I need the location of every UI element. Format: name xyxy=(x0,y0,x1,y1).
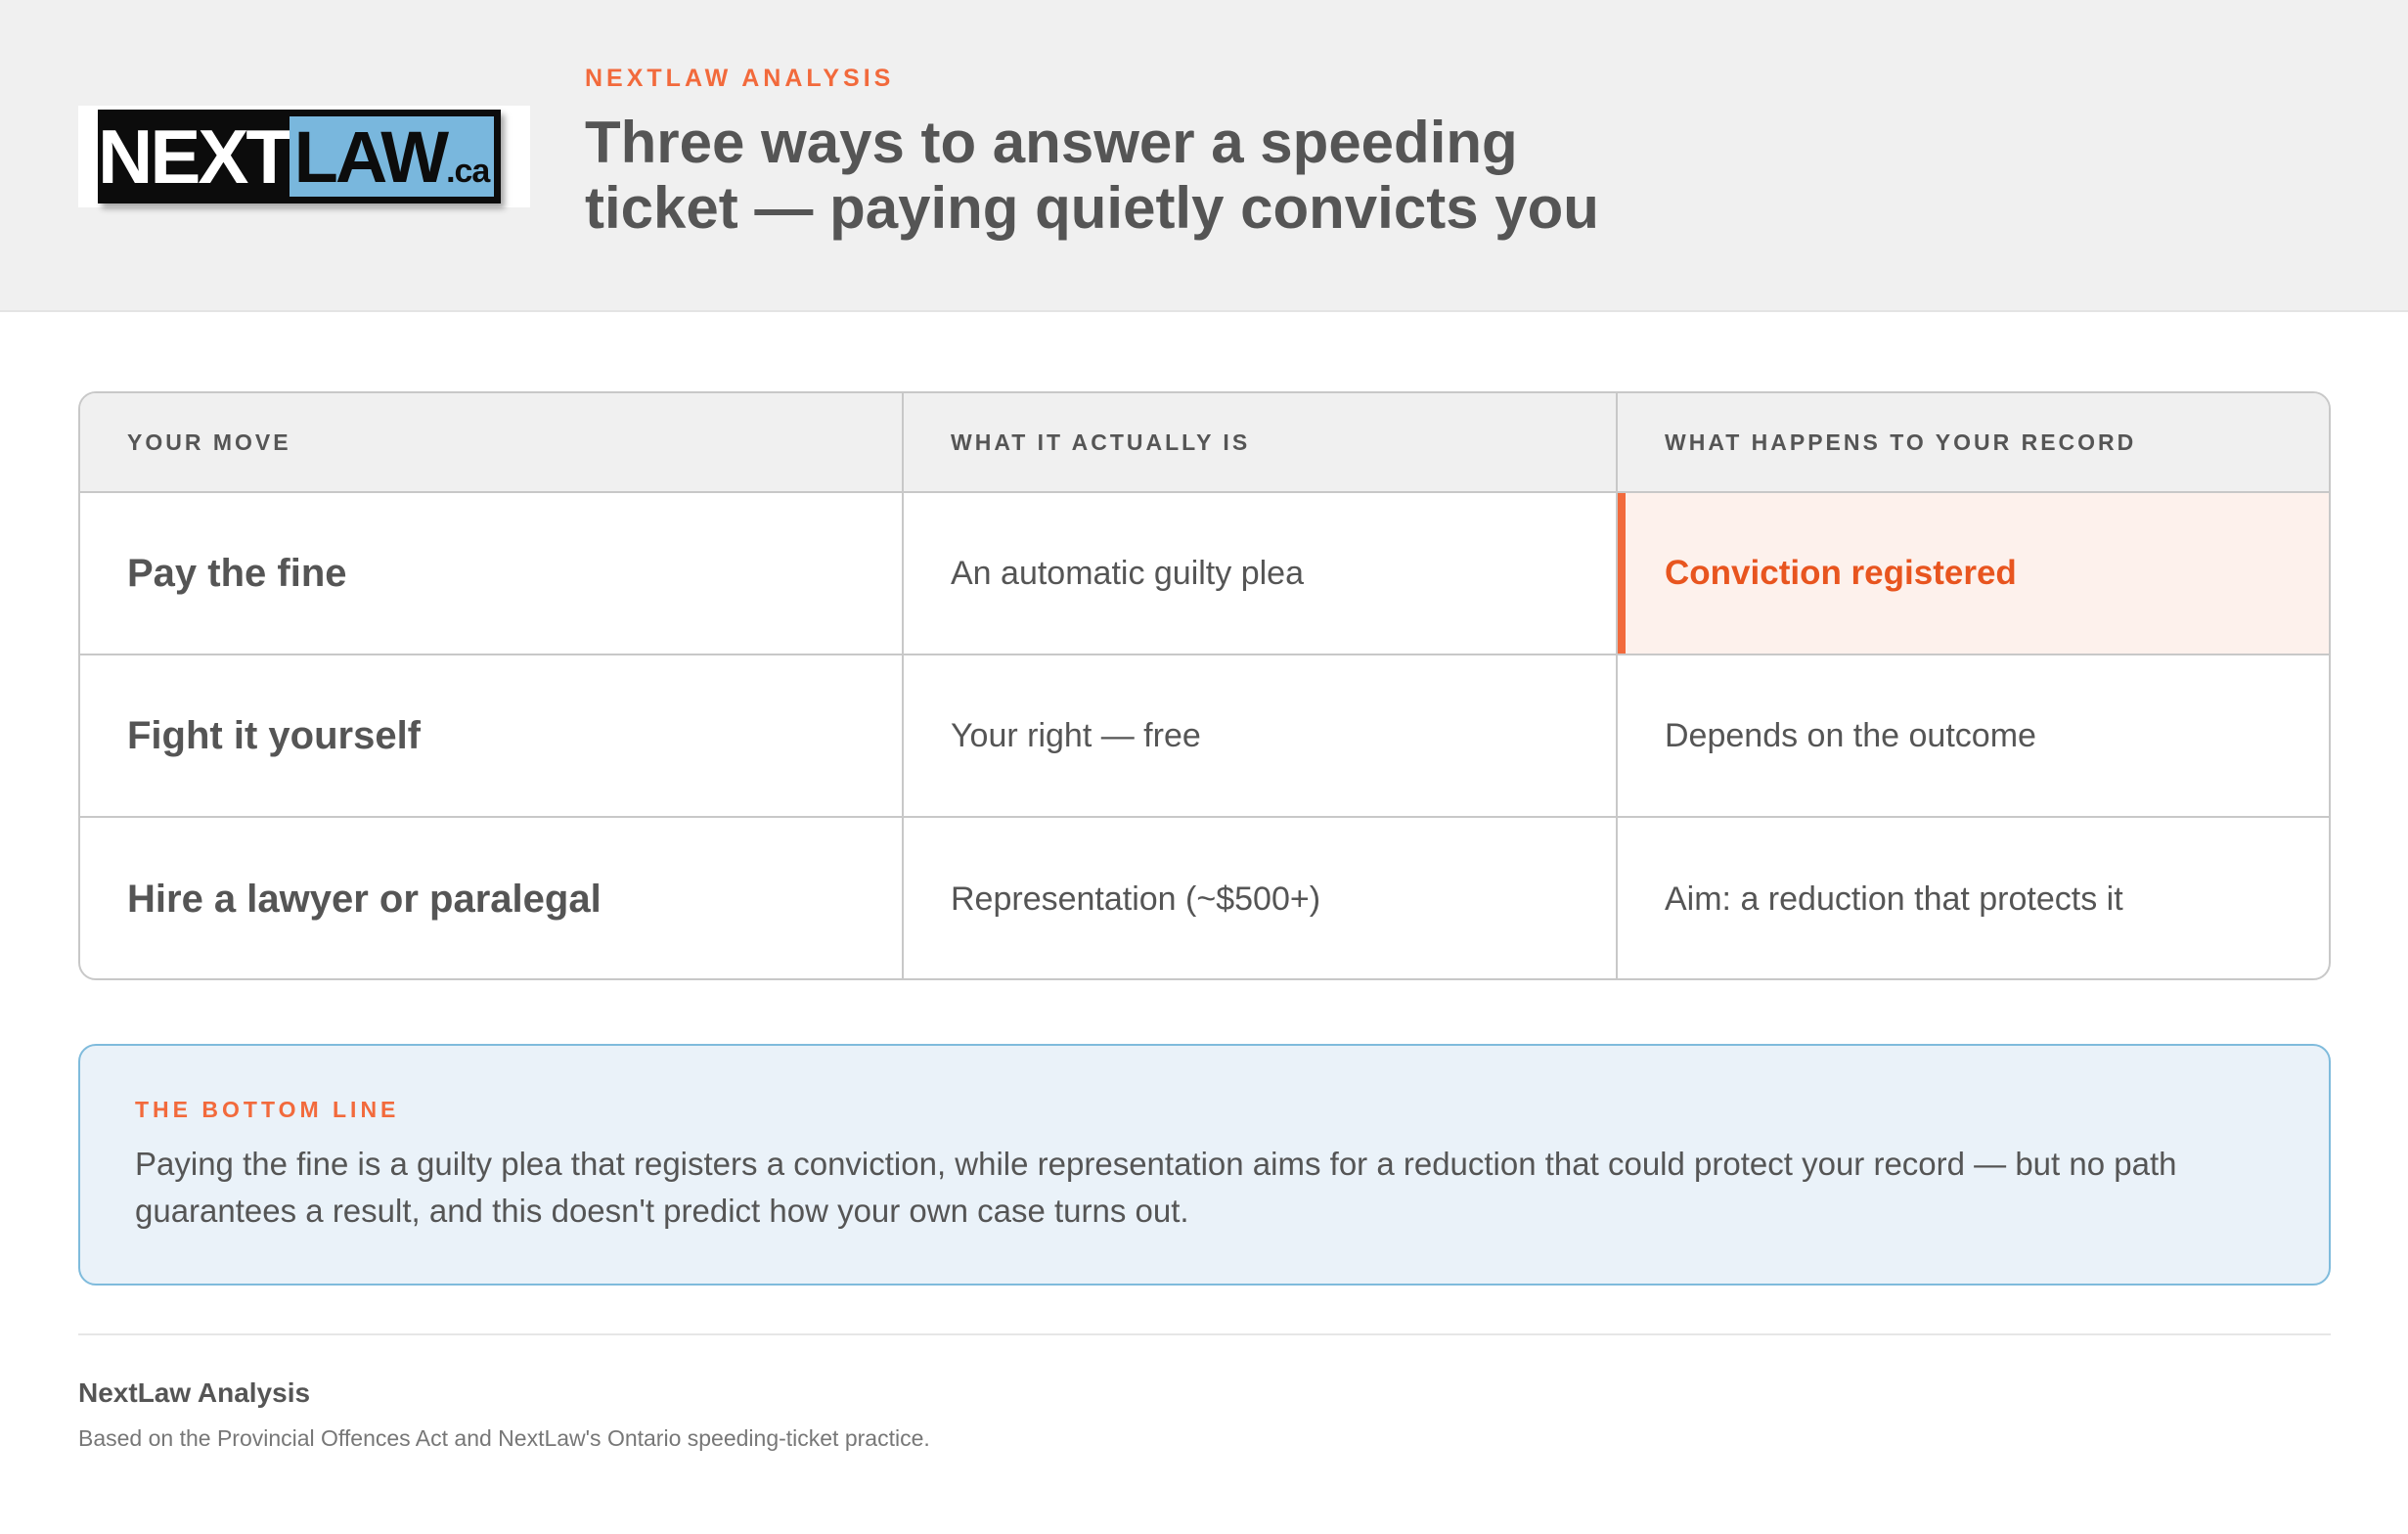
logo-law-text: LAW xyxy=(293,115,447,198)
table-cell-record xyxy=(1618,655,2329,816)
eyebrow-label: NEXTLAW ANALYSIS xyxy=(585,65,895,92)
callout-label: THE BOTTOM LINE xyxy=(135,1097,400,1122)
record-label: Depends on the outcome xyxy=(1665,716,2036,754)
record-label-conviction: Conviction registered xyxy=(1665,554,2017,592)
logo-ca-text: .ca xyxy=(446,152,490,190)
move-label: Pay the fine xyxy=(127,551,347,595)
callout-text: Paying the fine is a guilty plea that registers a conviction, while representation aims for a reduction that could protect your record — but no path guarantees a result, and this doesn't predict how your own case turns out. xyxy=(135,1146,2177,1229)
column-header-your-move: YOUR MOVE xyxy=(80,393,904,491)
what-label: Representation (~$500+) xyxy=(951,880,1321,918)
logo-mark xyxy=(98,110,501,203)
table-cell-what xyxy=(904,655,1618,816)
table-row-pay-fine xyxy=(80,493,2329,655)
nextlaw-logo[interactable] xyxy=(78,106,530,207)
table-cell-move xyxy=(80,493,904,654)
column-header-what-it-is: WHAT IT ACTUALLY IS xyxy=(904,393,1618,491)
record-label: Aim: a reduction that protects it xyxy=(1665,880,2123,918)
what-label: Your right — free xyxy=(951,716,1201,754)
table-cell-record-highlighted xyxy=(1618,493,2329,654)
bottom-line-callout xyxy=(78,1044,2331,1286)
page-title: Three ways to answer a speeding ticket — paying quietly convicts you xyxy=(585,110,1599,241)
page-header xyxy=(0,0,2408,312)
logo-law-box xyxy=(290,116,494,197)
table-row-fight-yourself xyxy=(80,655,2329,818)
footer-divider xyxy=(78,1333,2331,1335)
what-label: An automatic guilty plea xyxy=(951,554,1304,592)
column-header-record: WHAT HAPPENS TO YOUR RECORD xyxy=(1665,429,2137,455)
comparison-table xyxy=(78,391,2331,980)
footer-title: NextLaw Analysis xyxy=(78,1377,311,1408)
logo-next-text: NEXT xyxy=(97,113,290,200)
move-label: Hire a lawyer or paralegal xyxy=(127,877,602,921)
table-cell-record xyxy=(1618,818,2329,980)
table-cell-what xyxy=(904,493,1618,654)
table-cell-what xyxy=(904,818,1618,980)
table-row-hire-lawyer xyxy=(80,818,2329,980)
table-cell-move xyxy=(80,655,904,816)
move-label: Fight it yourself xyxy=(127,713,421,757)
footer-source-note: Based on the Provincial Offences Act and NextLaw's Ontario speeding-ticket practice. xyxy=(78,1425,930,1451)
table-header-row xyxy=(80,393,2329,493)
table-cell-move xyxy=(80,818,904,980)
